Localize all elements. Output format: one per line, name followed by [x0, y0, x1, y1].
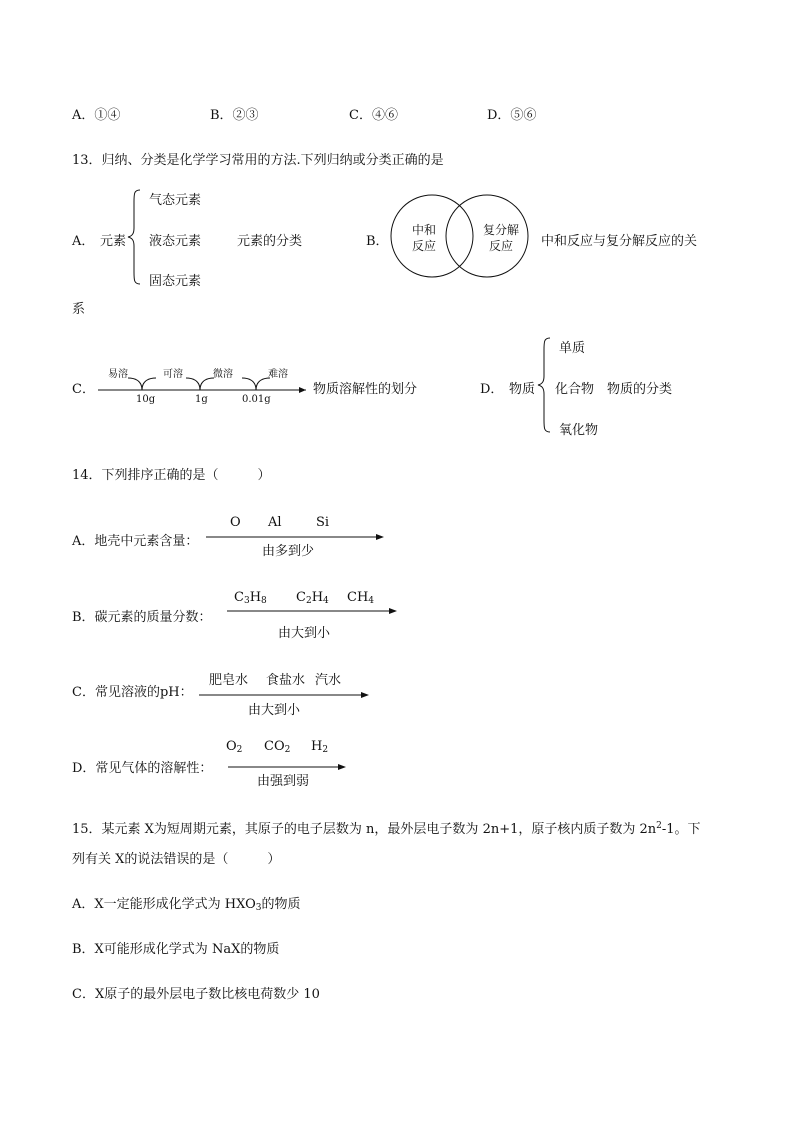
- q15-option-a: [72, 893, 301, 913]
- q13-b-caption-cont: 系: [72, 302, 86, 317]
- q13-c-seg-slightly-soluble: 微溶: [213, 369, 233, 380]
- venn-right-line1: 复分解: [483, 223, 520, 237]
- f-b: H: [249, 590, 262, 605]
- f-a: C: [234, 590, 244, 605]
- q13-c-caption: 物质溶解性的划分: [313, 382, 418, 397]
- f-a: CO: [264, 739, 285, 754]
- q12-option-a: A．①④: [72, 108, 121, 123]
- q13-c-seg-very-soluble: 易溶: [108, 369, 128, 380]
- q14-a-item-si: Si: [316, 515, 330, 530]
- f-a: O: [226, 739, 237, 754]
- q12-option-d: D．⑤⑥: [487, 108, 537, 123]
- q14-d-formula-co2: [264, 739, 290, 755]
- q14-stem: 14．下列排序正确的是（ ）: [72, 468, 271, 483]
- q13-b-venn-left-text: [412, 222, 436, 254]
- q14-a-item-o: O: [230, 515, 241, 530]
- q14-b-below: 由大到小: [278, 626, 331, 641]
- q13-c-tick-10g: 10g: [136, 394, 156, 405]
- q14-c-item-soda: 汽水: [315, 673, 342, 688]
- q13-d-item-oxide: 氧化物: [559, 423, 599, 438]
- q13-b-venn-right-text: [483, 222, 519, 254]
- q13-d-item-compound: 化合物: [555, 382, 595, 397]
- q14-a-below: 由多到少: [262, 544, 315, 559]
- q14-d-formula-o2: [226, 739, 242, 755]
- q13-c-seg-insoluble: 难溶: [268, 369, 288, 380]
- q13-a-caption: 元素的分类: [237, 234, 303, 249]
- q15-stem-line2: 列有关 X的说法错误的是（ ）: [72, 852, 281, 867]
- q13-stem: 13．归纳、分类是化学学习常用的方法.下列归纳或分类正确的是: [72, 153, 444, 168]
- q14-c-below: 由大到小: [248, 703, 301, 718]
- venn-right-line2: 反应: [489, 239, 514, 253]
- q12-option-c: C．④⑥: [349, 108, 398, 123]
- f-a: H: [311, 739, 323, 754]
- venn-left-line1: 中和: [412, 223, 437, 237]
- q13-a-item-gas: 气态元素: [149, 193, 202, 208]
- f-a: CH: [347, 590, 369, 605]
- q15-option-b: B．X可能形成化学式为 NaX的物质: [72, 942, 280, 957]
- q13-d-caption: 物质的分类: [607, 382, 673, 397]
- q14-a-item-al: Al: [268, 515, 282, 530]
- q15-stem-text: 15．某元素 X为短周期元素，其原子的电子层数为 n，最外层电子数为 2n+1，原子核内质子数为 2n: [72, 822, 657, 837]
- q14-c-item-soap: 肥皂水: [209, 673, 249, 688]
- q15-stem-line1: [72, 818, 701, 837]
- q15-a-text2: 的物质: [261, 897, 301, 912]
- q13-d-item-element: 单质: [559, 341, 586, 356]
- q13-b-caption: 中和反应与复分解反应的关: [541, 234, 698, 249]
- q13-c-seg-soluble: 可溶: [163, 369, 183, 380]
- f-n: 2: [322, 745, 329, 755]
- q14-c-label: C．常见溶液的pH：: [72, 685, 193, 700]
- q13-d-root: 物质: [509, 382, 536, 397]
- q14-d-formula-h2: [311, 739, 328, 755]
- q13-a-root: 元素: [100, 234, 127, 249]
- f-b: H: [311, 590, 324, 605]
- q14-b-formula-c2h4: [296, 590, 329, 606]
- q14-b-arrow: [227, 606, 402, 616]
- q12-option-b: B．②③: [210, 108, 259, 123]
- f-a: C: [296, 590, 306, 605]
- f-n2: 4: [323, 596, 329, 606]
- q13-a-item-solid: 固态元素: [149, 274, 202, 289]
- f-n2: 4: [368, 596, 375, 606]
- q13-a-brace: [126, 188, 146, 286]
- f-n: 2: [284, 745, 291, 755]
- f-n1: 2: [305, 596, 312, 606]
- f-n1: 3: [243, 596, 250, 606]
- f-n: 2: [236, 745, 243, 755]
- q14-d-below: 由强到弱: [257, 774, 310, 789]
- q15-stem-sup: 2: [656, 821, 662, 831]
- q14-c-item-salt: 食盐水: [266, 673, 306, 688]
- q13-c-tick-1g: 1g: [195, 394, 208, 405]
- venn-left-line2: 反应: [412, 239, 437, 253]
- q13-a-label: A．: [72, 234, 95, 249]
- q15-a-sub: 3: [255, 903, 262, 913]
- q14-a-label: A．地壳中元素含量：: [72, 534, 199, 549]
- q13-d-label: D．: [480, 382, 504, 397]
- f-n2: 8: [261, 596, 267, 606]
- q14-b-formula-c3h8: [234, 590, 267, 606]
- q13-a-item-liquid: 液态元素: [149, 234, 202, 249]
- q14-b-label: B．碳元素的质量分数：: [72, 610, 212, 625]
- q13-c-label: C．: [72, 382, 95, 397]
- q14-b-formula-ch4: [347, 590, 374, 606]
- q13-d-brace: [536, 336, 556, 434]
- q15-stem-text2: -1。下: [661, 822, 701, 837]
- q13-b-label: B．: [366, 234, 389, 249]
- q14-d-label: D．常见气体的溶解性：: [72, 761, 213, 776]
- q15-option-c: C．X原子的最外层电子数比核电荷数少 10: [72, 987, 320, 1002]
- q15-a-text: A．X一定能形成化学式为 HXO: [72, 897, 256, 912]
- q13-c-tick-001g: 0.01g: [242, 394, 271, 405]
